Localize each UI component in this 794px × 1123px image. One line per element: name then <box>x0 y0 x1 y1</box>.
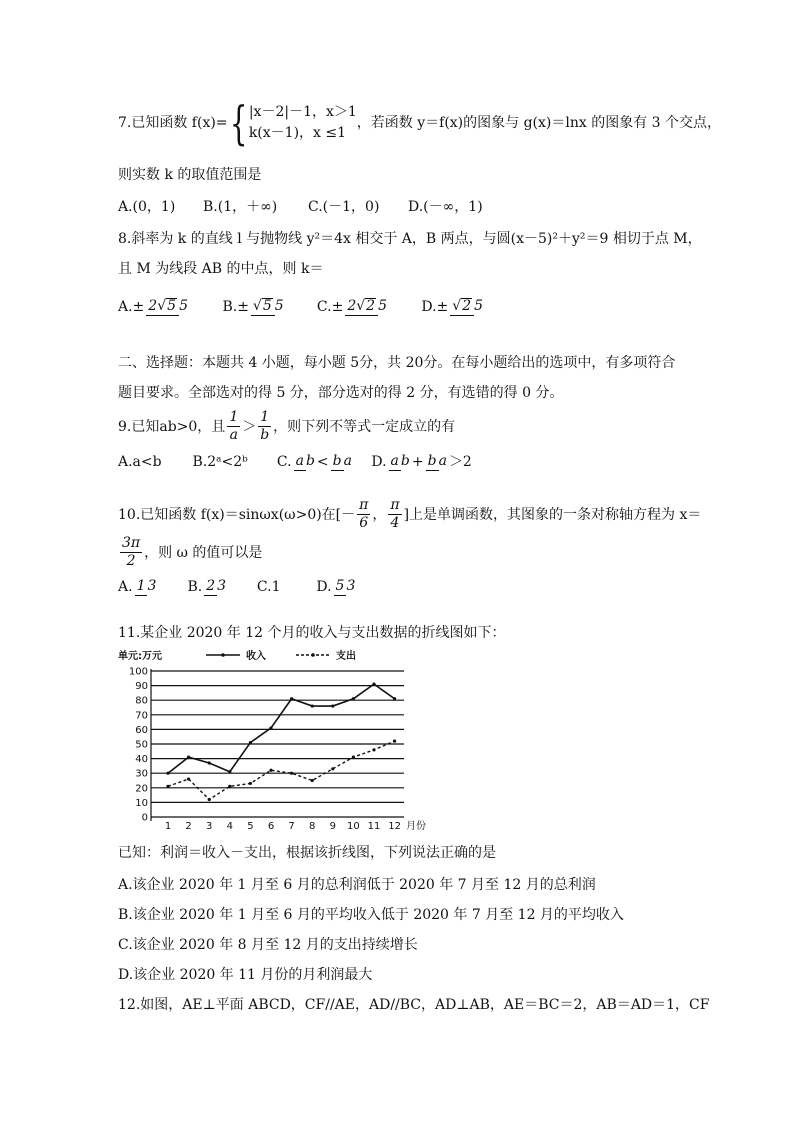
q9-option-b: B.2ᵃ<2ᵇ <box>192 454 248 471</box>
data-point-expense <box>290 772 293 775</box>
x-tick-label: 4 <box>226 821 233 832</box>
data-point-income <box>372 683 375 686</box>
section2-line2: 题目要求。全部选对的得 5 分，部分选对的得 2 分，有选错的得 0 分。 <box>118 385 564 401</box>
q9-option-a: A.a<b <box>118 454 162 471</box>
x-tick-label: 2 <box>185 821 192 832</box>
x-tick-label: 9 <box>329 821 336 832</box>
legend-label: 支出 <box>336 651 356 662</box>
q11-after: 已知：利润＝收入－支出，根据该折线图，下列说法正确的是 <box>118 845 496 861</box>
q10-option-c: C.1 <box>256 579 281 596</box>
data-point-income <box>269 726 272 729</box>
q11-line1: 11.某企业 2020 年 12 个月的收入与支出数据的折线图如下： <box>118 625 506 641</box>
data-point-expense <box>331 767 334 770</box>
x-tick-label: 11 <box>367 821 381 832</box>
data-point-expense <box>352 756 355 759</box>
q7-prefix: 7.已知函数 f(x)= <box>118 115 228 131</box>
q7-cases <box>249 102 357 144</box>
data-point-income <box>290 697 293 700</box>
x-axis-label: 月份 <box>406 821 426 832</box>
q8-option-b: B.± √5 5 <box>222 298 284 316</box>
q12-line1: 12.如图，AE⊥平面 ABCD，CF//AE，AD//BC，AD⊥AB，AE＝BC＝2，AB＝AD＝1，CF <box>118 997 710 1013</box>
data-point-income <box>393 697 396 700</box>
y-tick-label: 0 <box>141 812 148 824</box>
series-line-expense <box>168 741 395 799</box>
q7-case1: |x－2|－1，x＞1 <box>248 104 357 120</box>
y-tick-label: 20 <box>135 783 148 795</box>
data-point-expense <box>208 798 211 801</box>
y-tick-label: 100 <box>128 666 148 678</box>
q11-option-c: C.该企业 2020 年 8 月至 12 月的支出持续增长 <box>118 937 418 953</box>
data-point-expense <box>393 739 396 742</box>
y-tick-label: 30 <box>135 768 148 780</box>
q10-option-d: D. 5 3 <box>316 578 356 596</box>
legend-label: 收入 <box>246 651 266 662</box>
q7-brace: { <box>229 96 247 150</box>
x-tick-label: 12 <box>388 821 401 832</box>
legend-marker <box>221 653 225 657</box>
y-tick-label: 60 <box>135 724 148 736</box>
q8-line2: 且 M 为线段 AB 的中点，则 k＝ <box>118 261 324 277</box>
y-tick-label: 80 <box>135 695 148 707</box>
data-point-income <box>187 756 190 759</box>
data-point-income <box>331 704 334 707</box>
q7-option-d: D.(－∞，1) <box>408 199 483 215</box>
q9-option-c: C. a b < b a <box>276 453 352 471</box>
q7-line2: 则实数 k 的取值范围是 <box>118 167 262 183</box>
q11-option-a: A.该企业 2020 年 1 月至 6 月的总利润低于 2020 年 7 月至 12 月的总利润 <box>118 877 596 893</box>
y-tick-label: 70 <box>135 710 148 722</box>
q8-options <box>118 298 485 316</box>
q11-option-b: B.该企业 2020 年 1 月至 6 月的平均收入低于 2020 年 7 月至 12 月的平均收入 <box>118 907 624 923</box>
q10-line1: 10.已知函数 f(x)＝sinωx(ω>0)在[－ $\frac{\pi}{6}$ ， $\frac{\pi}{4}$ ]上是单调函数，其图象的一条对称轴方程为 x＝ <box>118 497 702 532</box>
data-point-expense <box>249 782 252 785</box>
x-tick-label: 5 <box>247 821 254 832</box>
q9-line1: 9.已知ab>0，且 $\frac{1}{a}$ ＞ $\frac{1}{b}$ ，则下列不等式一定成立的有 <box>118 409 456 444</box>
q7-suffix: ，若函数 y＝f(x)的图象与 g(x)＝lnx 的图象有 3 个交点， <box>356 115 722 131</box>
data-point-income <box>208 761 211 764</box>
q7-option-c: C.(－1，0) <box>308 199 380 215</box>
x-tick-label: 10 <box>347 821 360 832</box>
data-point-expense <box>187 777 190 780</box>
data-point-income <box>352 697 355 700</box>
x-tick-label: 1 <box>164 821 172 832</box>
unit-label: 单元:万元 <box>118 651 162 662</box>
data-point-income <box>228 770 231 773</box>
q7-options <box>118 200 483 214</box>
q7-case2: k(x－1)，x ≤1 <box>248 125 347 141</box>
q8-option-d: D.± √2 5 <box>421 298 484 316</box>
data-point-income <box>166 772 169 775</box>
q8-line1: 8.斜率为 k 的直线 l 与抛物线 y²＝4x 相交于 A，B 两点，与圆(x－5)²＋y²＝9 相切于点 M， <box>118 231 702 247</box>
series-line-income <box>168 684 395 773</box>
q11-line-chart <box>118 645 438 837</box>
q10-options <box>118 578 357 596</box>
q8-option-c: C.± 2√2 5 <box>316 298 387 316</box>
q7-option-a: A.(0，1) <box>118 199 176 215</box>
data-point-expense <box>269 769 272 772</box>
q10-line2: $\frac{3\pi}{2}$ ，则 ω 的值可以是 <box>122 535 263 570</box>
q10-option-b: B. 2 3 <box>187 578 227 596</box>
y-tick-label: 10 <box>135 797 148 809</box>
y-tick-label: 50 <box>135 739 148 751</box>
data-point-expense <box>228 785 231 788</box>
q9-option-d: D. a b + b a ＞2 <box>371 453 472 471</box>
q8-option-a: A.± 2√5 5 <box>118 298 188 316</box>
data-point-expense <box>311 779 314 782</box>
q7-line1 <box>118 96 722 150</box>
legend-marker <box>311 653 315 657</box>
section2-line1: 二、选择题：本题共 4 小题，每小题 5分，共 20分。在每小题给出的选项中，有多项符合 <box>118 355 676 371</box>
q10-option-a: A. 1 3 <box>118 578 157 596</box>
x-tick-label: 7 <box>288 821 295 832</box>
x-tick-label: 3 <box>206 821 213 832</box>
q11-option-d: D.该企业 2020 年 11 月份的月利润最大 <box>118 967 373 983</box>
y-tick-label: 90 <box>135 681 148 693</box>
data-point-income <box>249 741 252 744</box>
data-point-expense <box>166 785 169 788</box>
x-tick-label: 8 <box>309 821 316 832</box>
data-point-income <box>311 704 314 707</box>
q9-options <box>118 453 472 471</box>
data-point-expense <box>372 748 375 751</box>
y-tick-label: 40 <box>135 754 148 766</box>
x-tick-label: 6 <box>267 821 275 832</box>
q7-option-b: B.(1，＋∞) <box>203 199 278 215</box>
